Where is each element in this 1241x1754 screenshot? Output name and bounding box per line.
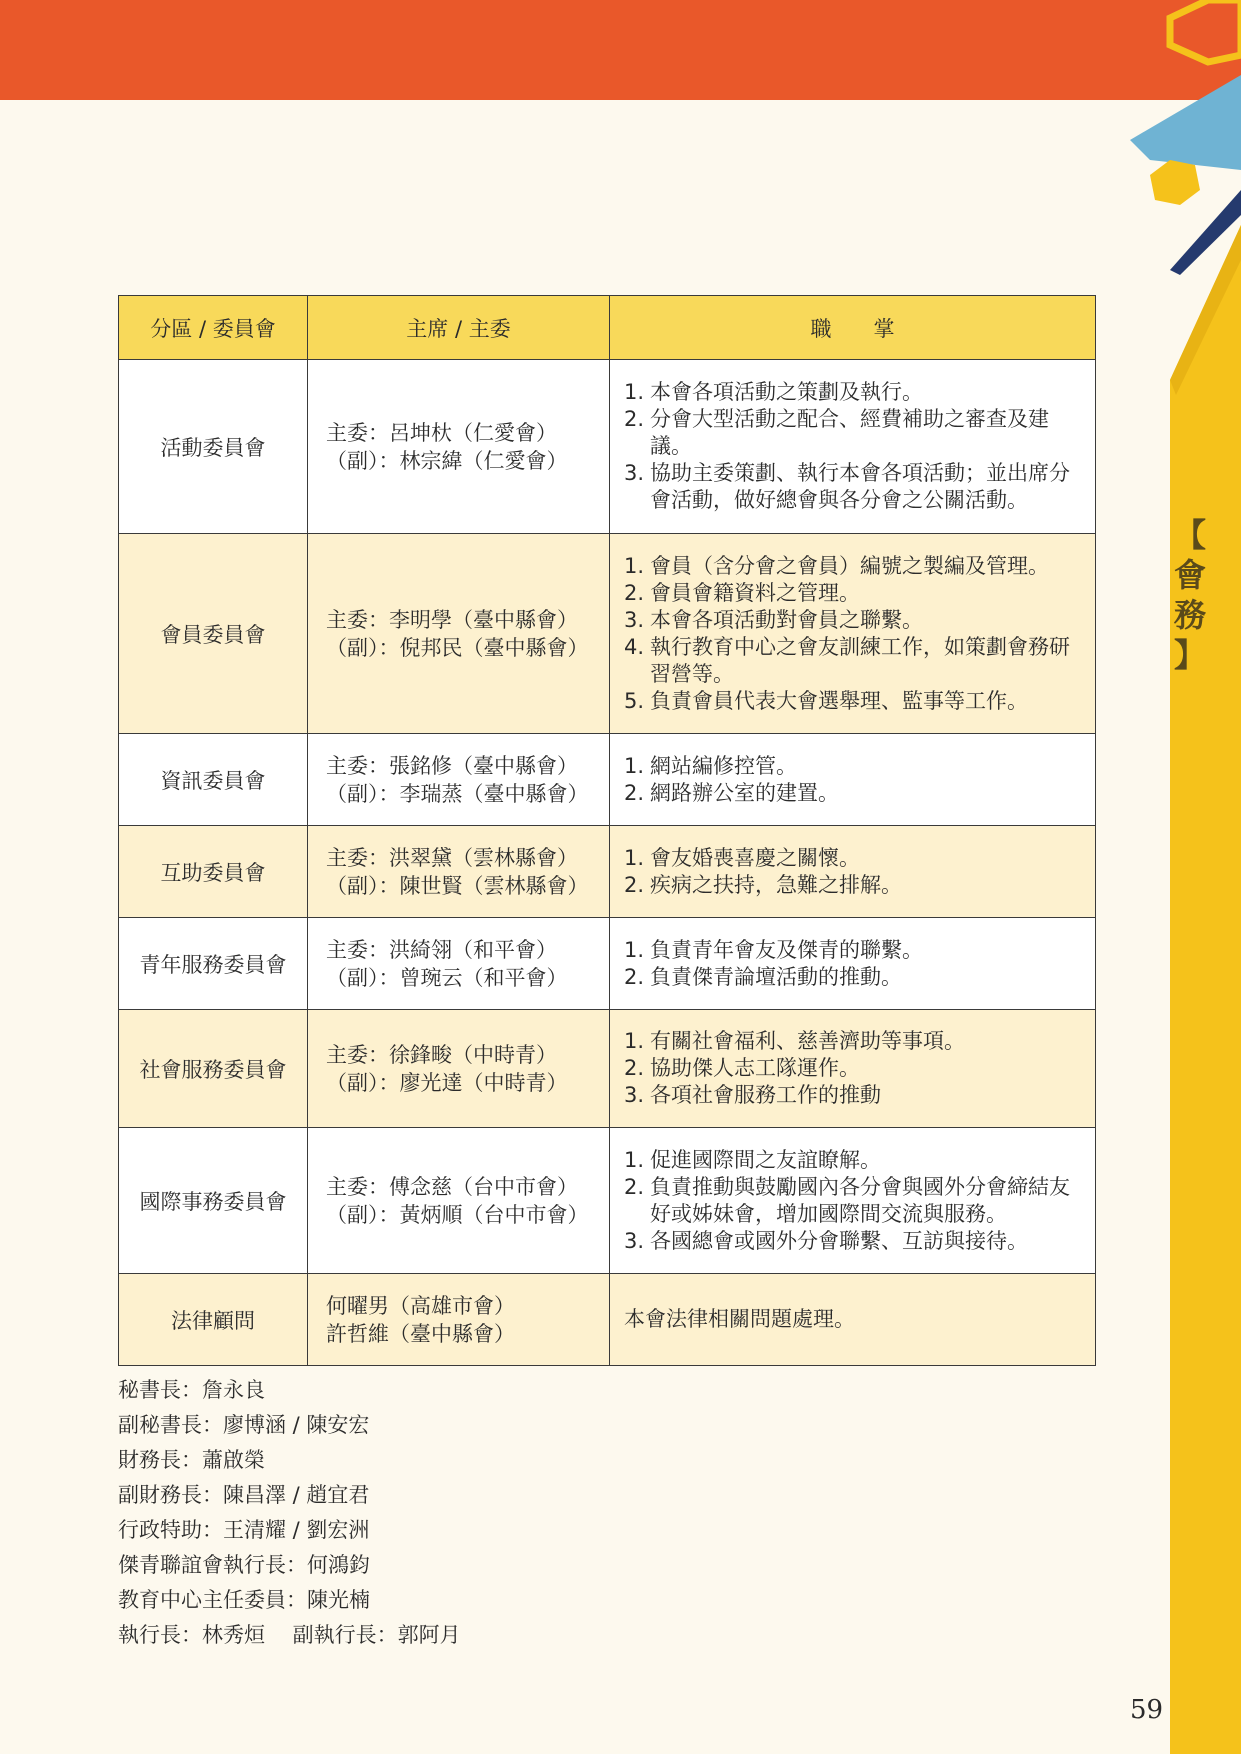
duty-number: 2. bbox=[624, 407, 645, 431]
duty-number: 2. bbox=[624, 1056, 645, 1080]
chair-line: 主委：洪綺翎（和平會） bbox=[326, 937, 557, 962]
duty-list bbox=[624, 553, 1085, 715]
duty-item bbox=[624, 1082, 1085, 1109]
chair-line: （副）：林宗緯（仁愛會） bbox=[326, 448, 568, 473]
committee-name: 國際事務委員會 bbox=[119, 1128, 308, 1274]
section-tab-close-bracket: 】 bbox=[1173, 636, 1206, 674]
header-duty: 職 掌 bbox=[610, 296, 1096, 360]
officer-line: 副秘書長：廖博涵 / 陳安宏 bbox=[118, 1413, 370, 1437]
duty-text: 會員（含分會之會員）編號之製編及管理。 bbox=[650, 553, 1049, 578]
committee-chairs bbox=[308, 826, 610, 918]
duty-number: 1. bbox=[624, 753, 645, 778]
officer-line: 副財務長：陳昌澤 / 趙宜君 bbox=[118, 1483, 370, 1507]
table-row bbox=[119, 826, 1096, 918]
committee-name: 活動委員會 bbox=[119, 360, 308, 534]
hexagon-outline-icon bbox=[1170, 0, 1241, 62]
officer-line: 秘書長：詹永良 bbox=[118, 1378, 265, 1402]
section-tab bbox=[1160, 515, 1220, 675]
duty-item bbox=[624, 553, 1085, 580]
committee-duties bbox=[610, 734, 1096, 826]
duty-text: 促進國際間之友誼瞭解。 bbox=[650, 1147, 881, 1172]
duty-text: 本會各項活動對會員之聯繫。 bbox=[650, 607, 923, 632]
duty-number: 2. bbox=[624, 872, 645, 897]
duty-text: 疾病之扶持，急難之排解。 bbox=[650, 872, 902, 897]
header-unit: 分區 / 委員會 bbox=[119, 296, 308, 360]
chair-line: （副）：廖光達（中時青） bbox=[326, 1070, 568, 1095]
duty-number: 2. bbox=[624, 580, 645, 605]
duty-text: 負責傑青論壇活動的推動。 bbox=[650, 964, 902, 989]
committee-duties bbox=[610, 534, 1096, 734]
committee-chairs bbox=[308, 918, 610, 1010]
blue-band-shape bbox=[1130, 75, 1241, 170]
duty-item bbox=[624, 1174, 1085, 1228]
chair-line: （副）：陳世賢（雲林縣會） bbox=[326, 873, 589, 898]
duty-item bbox=[624, 1306, 1085, 1333]
duty-item bbox=[624, 1055, 1085, 1082]
duty-text: 協助傑人志工隊運作。 bbox=[650, 1056, 860, 1080]
duty-text: 負責會員代表大會選舉理、監事等工作。 bbox=[650, 688, 1028, 713]
duty-number: 1. bbox=[624, 553, 645, 578]
section-tab-char: 務 bbox=[1173, 596, 1206, 634]
officer-line: 傑青聯誼會執行長：何鴻鈞 bbox=[118, 1553, 370, 1577]
section-tab-char: 會 bbox=[1173, 556, 1206, 594]
committee-name: 互助委員會 bbox=[119, 826, 308, 918]
duty-number: 2. bbox=[624, 1174, 645, 1199]
duty-number: 3. bbox=[624, 607, 645, 632]
duty-number: 3. bbox=[624, 461, 645, 485]
committee-duties bbox=[610, 826, 1096, 918]
duty-number: 1. bbox=[624, 380, 645, 404]
duty-list bbox=[624, 937, 1085, 991]
committee-name: 會員委員會 bbox=[119, 534, 308, 734]
section-tab-open-bracket: 【 bbox=[1173, 516, 1206, 554]
duty-item bbox=[624, 845, 1085, 872]
duty-text: 協助主委策劃、執行本會各項活動；並出席分會活動，做好總會與各分會之公關活動。 bbox=[650, 461, 1070, 512]
chair-line: 主委：徐鋒畯（中時青） bbox=[326, 1042, 557, 1067]
duty-item bbox=[624, 607, 1085, 634]
table-row bbox=[119, 734, 1096, 826]
duty-text: 會友婚喪喜慶之關懷。 bbox=[650, 845, 860, 870]
committee-duties bbox=[610, 1010, 1096, 1128]
duty-number: 5. bbox=[624, 688, 645, 713]
duty-item bbox=[624, 1147, 1085, 1174]
duty-number: 1. bbox=[624, 1029, 645, 1053]
officer-line: 行政特助：王清耀 / 劉宏洲 bbox=[118, 1518, 370, 1542]
duty-number: 1. bbox=[624, 1147, 645, 1172]
chair-line: （副）：李瑞蒸（臺中縣會） bbox=[326, 781, 589, 806]
table-row bbox=[119, 1010, 1096, 1128]
duty-text: 負責推動與鼓勵國內各分會與國外分會締結友好或姊妹會，增加國際間交流與服務。 bbox=[650, 1174, 1070, 1226]
duty-item bbox=[624, 964, 1085, 991]
officer-line: 執行長：林秀烜 副執行長：郭阿月 bbox=[118, 1623, 461, 1647]
duty-list bbox=[624, 379, 1085, 514]
chair-line: 主委：洪翠黛（雲林縣會） bbox=[326, 845, 578, 870]
chair-line: 主委：呂坤杕（仁愛會） bbox=[326, 420, 557, 445]
duty-list bbox=[624, 1028, 1085, 1109]
duty-item bbox=[624, 937, 1085, 964]
committee-chairs bbox=[308, 1128, 610, 1274]
officer-line: 財務長：蕭啟榮 bbox=[118, 1448, 265, 1472]
chair-line: （副）：曾琬云（和平會） bbox=[326, 965, 568, 990]
committee-duties-table bbox=[118, 295, 1096, 1366]
chair-line: 何曜男（高雄市會） bbox=[326, 1293, 515, 1318]
duty-item bbox=[624, 1028, 1085, 1055]
duty-number: 2. bbox=[624, 964, 645, 989]
committee-chairs bbox=[308, 734, 610, 826]
committee-duties bbox=[610, 918, 1096, 1010]
committee-duties bbox=[610, 1274, 1096, 1366]
duty-item bbox=[624, 580, 1085, 607]
table-row bbox=[119, 1128, 1096, 1274]
officer-line: 教育中心主任委員：陳光楠 bbox=[118, 1588, 370, 1612]
chair-line: （副）：黃炳順（台中市會） bbox=[326, 1202, 589, 1227]
committee-duties bbox=[610, 1128, 1096, 1274]
duty-item bbox=[624, 406, 1085, 460]
duty-text: 分會大型活動之配合、經費補助之審查及建議。 bbox=[650, 407, 1049, 458]
committee-name: 社會服務委員會 bbox=[119, 1010, 308, 1128]
header-chair: 主席 / 主委 bbox=[308, 296, 610, 360]
duty-list bbox=[624, 845, 1085, 899]
duty-number: 4. bbox=[624, 634, 645, 659]
duty-text: 負責青年會友及傑青的聯繫。 bbox=[650, 937, 923, 962]
chair-line: 主委：傅念慈（台中市會） bbox=[326, 1174, 578, 1199]
committee-chairs bbox=[308, 1010, 610, 1128]
committee-chairs bbox=[308, 360, 610, 534]
duty-item bbox=[624, 1228, 1085, 1255]
duty-text: 本會各項活動之策劃及執行。 bbox=[650, 380, 923, 404]
duty-text: 網站編修控管。 bbox=[650, 753, 797, 778]
duty-number: 1. bbox=[624, 937, 645, 962]
duty-text: 有關社會福利、慈善濟助等事項。 bbox=[650, 1029, 965, 1053]
duty-number: 3. bbox=[624, 1228, 645, 1253]
duty-list bbox=[624, 1306, 1085, 1333]
officers-list bbox=[118, 1373, 461, 1653]
duty-item bbox=[624, 634, 1085, 688]
duty-list bbox=[624, 753, 1085, 807]
committee-chairs bbox=[308, 534, 610, 734]
hexagon-filled-icon bbox=[1150, 160, 1200, 205]
duty-item bbox=[624, 460, 1085, 514]
table-header-row bbox=[119, 296, 1096, 360]
duty-item bbox=[624, 753, 1085, 780]
duty-text: 網路辦公室的建置。 bbox=[650, 780, 839, 805]
duty-number: 1. bbox=[624, 845, 645, 870]
duty-number: 3. bbox=[624, 1083, 645, 1107]
duty-item bbox=[624, 688, 1085, 715]
table-row bbox=[119, 534, 1096, 734]
duty-item bbox=[624, 872, 1085, 899]
chair-line: 主委：李明學（臺中縣會） bbox=[326, 607, 578, 632]
duty-text: 執行教育中心之會友訓練工作，如策劃會務研習營等。 bbox=[650, 634, 1070, 686]
duty-text: 本會法律相關問題處理。 bbox=[624, 1307, 855, 1331]
committee-name: 青年服務委員會 bbox=[119, 918, 308, 1010]
table-row bbox=[119, 1274, 1096, 1366]
chair-line: （副）：倪邦民（臺中縣會） bbox=[326, 635, 589, 660]
page-number: 59 bbox=[1130, 1695, 1164, 1725]
duty-number: 2. bbox=[624, 780, 645, 805]
committee-name: 法律顧問 bbox=[119, 1274, 308, 1366]
chair-line: 主委：張銘修（臺中縣會） bbox=[326, 753, 578, 778]
table-row bbox=[119, 360, 1096, 534]
duty-item bbox=[624, 379, 1085, 406]
duty-text: 各項社會服務工作的推動 bbox=[650, 1083, 881, 1107]
duty-text: 會員會籍資料之管理。 bbox=[650, 580, 860, 605]
duty-item bbox=[624, 780, 1085, 807]
committee-chairs bbox=[308, 1274, 610, 1366]
committee-name: 資訊委員會 bbox=[119, 734, 308, 826]
committee-duties bbox=[610, 360, 1096, 534]
yellow-side-band bbox=[1170, 225, 1241, 1754]
table-row bbox=[119, 918, 1096, 1010]
chair-line: 許哲維（臺中縣會） bbox=[326, 1321, 515, 1346]
duty-list bbox=[624, 1147, 1085, 1255]
duty-text: 各國總會或國外分會聯繫、互訪與接待。 bbox=[650, 1228, 1028, 1253]
